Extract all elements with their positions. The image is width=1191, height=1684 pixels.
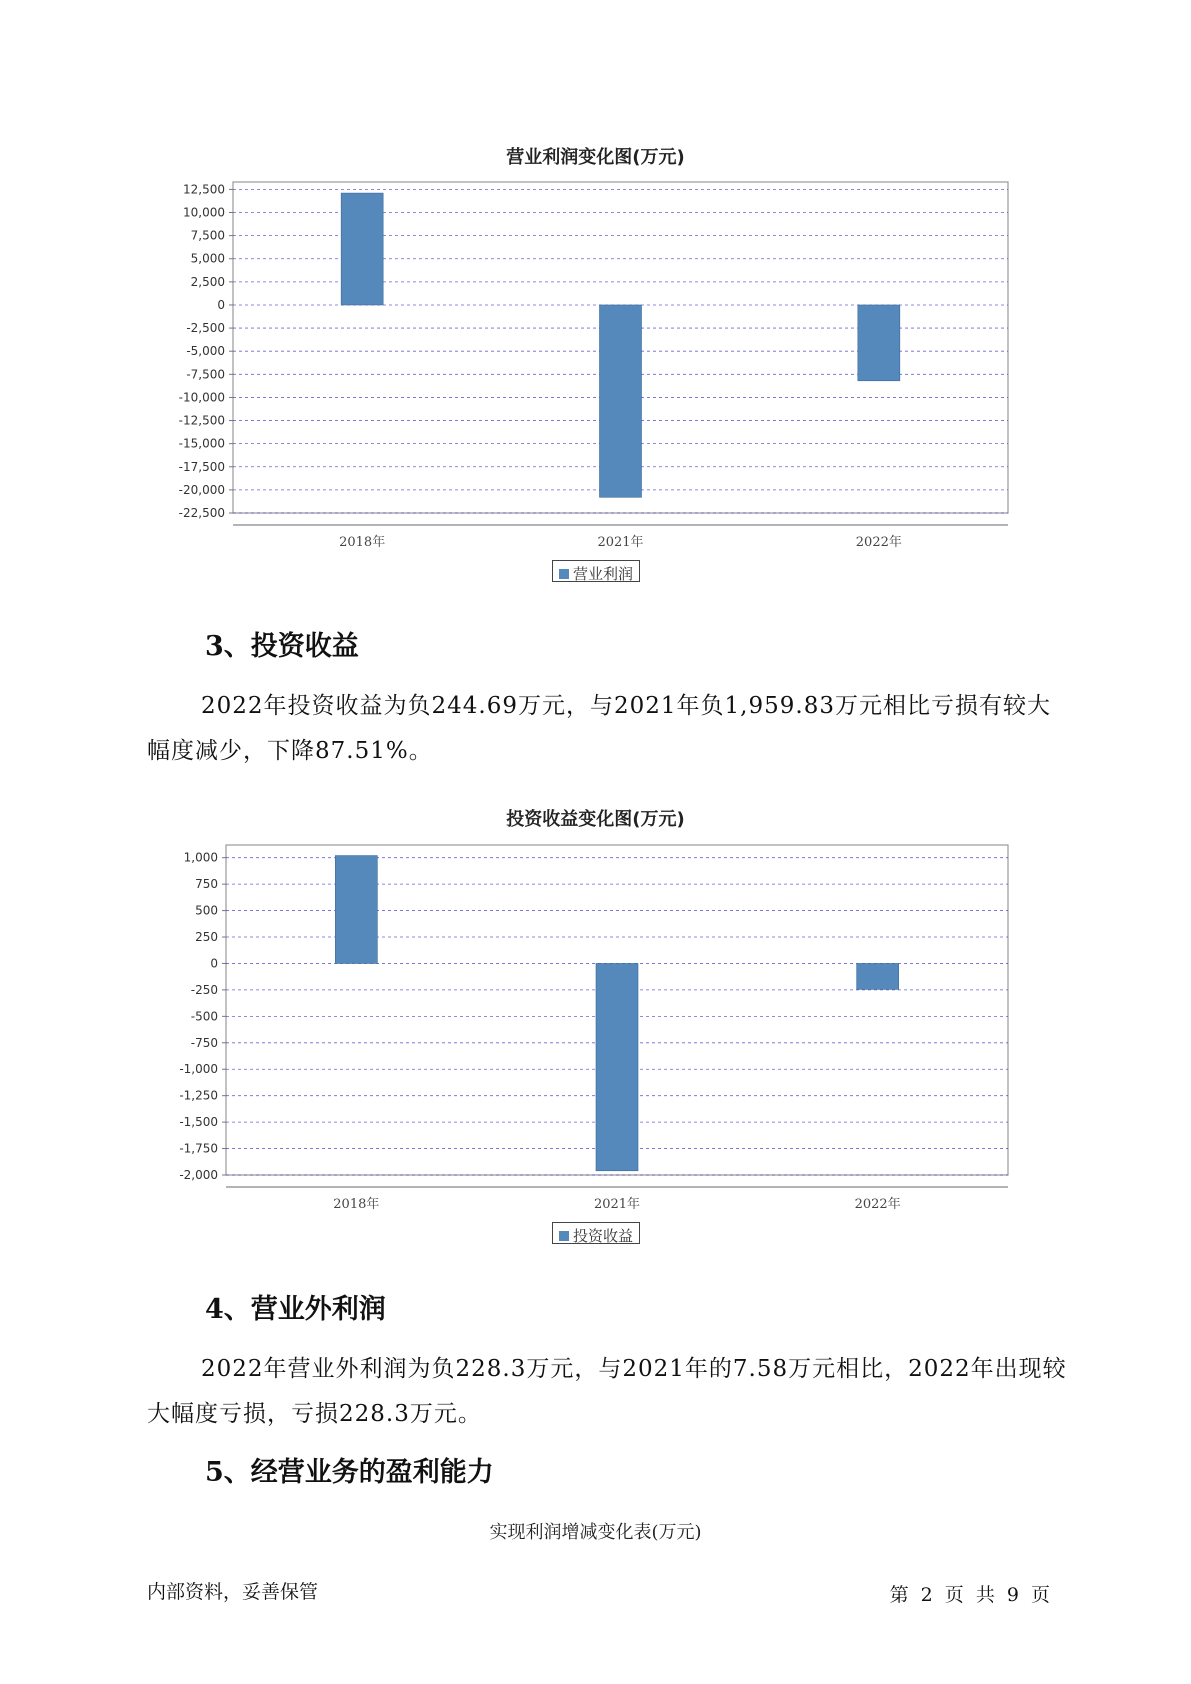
paragraph-non-operating-profit: 2022年营业外利润为负228.3万元，与2021年的7.58万元相比，2022年出现较大幅度亏损，亏损228.3万元。 [147,1356,1067,1427]
y-tick-label: 500 [195,903,218,918]
chart1-legend-label: 营业利润 [573,565,634,583]
y-tick-label: -17,500 [178,459,225,474]
x-tick-label: 2018年 [333,1197,380,1212]
paragraph-investment-income: 2022年投资收益为负244.69万元，与2021年负1,959.83万元相比亏损有较大幅度减少，下降87.51%。 [147,693,1051,764]
section-heading-non-operating-profit: 4、营业外利润 [205,1294,386,1325]
chart2-legend [552,1222,640,1244]
y-tick-label: -1,000 [179,1062,218,1077]
y-tick-label: 0 [210,956,218,971]
y-tick-label: -22,500 [178,506,225,520]
y-tick-label: 7,500 [190,228,225,243]
y-tick-label: -7,500 [186,367,225,382]
y-tick-label: 0 [217,297,225,312]
x-tick-label: 2021年 [593,1197,641,1212]
y-tick-label: 250 [195,930,218,945]
table-caption: 实现利润增减变化表(万元) [489,1522,702,1543]
legend-swatch [559,1231,569,1241]
x-tick-label: 2022年 [855,535,902,550]
y-tick-label: -750 [190,1035,218,1050]
chart2-legend-label: 投资收益 [573,1227,634,1245]
y-tick-label: -2,500 [186,321,225,336]
y-tick-label: -1,500 [179,1115,218,1130]
bar-2021年 [596,963,638,1170]
chart2-title: 投资收益变化图(万元) [506,809,685,830]
y-tick-label: -12,500 [178,413,225,428]
footer-confidential-note: 内部资料，妥善保管 [147,1581,319,1603]
y-tick-label: -15,000 [178,436,225,451]
y-tick-label: 2,500 [190,274,225,289]
bar-2018年 [335,856,377,964]
y-tick-label: -500 [190,1009,218,1024]
y-tick-label: 5,000 [190,251,225,266]
y-tick-label: 750 [195,877,218,892]
section-heading-profitability: 5、经营业务的盈利能力 [205,1457,494,1488]
y-tick-label: -250 [190,982,218,997]
y-tick-label: -10,000 [178,390,225,405]
chart1-title: 营业利润变化图(万元) [506,147,685,168]
y-tick-label: 1,000 [183,850,218,865]
x-tick-label: 2022年 [854,1197,901,1212]
footer-page-number: 第 2 页 共 9 页 [889,1584,1050,1606]
y-tick-label: -20,000 [178,482,225,497]
y-tick-label: 10,000 [183,205,225,220]
y-tick-label: -5,000 [186,344,225,359]
x-tick-label: 2021年 [597,535,644,550]
section-heading-investment-income: 3、投资收益 [205,631,359,662]
y-tick-label: 12,500 [183,182,225,197]
y-tick-label: -2,000 [179,1168,218,1182]
y-tick-label: -1,250 [179,1088,218,1103]
bar-2022年 [857,963,899,989]
y-tick-label: -1,750 [179,1141,218,1156]
x-tick-label: 2018年 [339,535,386,550]
